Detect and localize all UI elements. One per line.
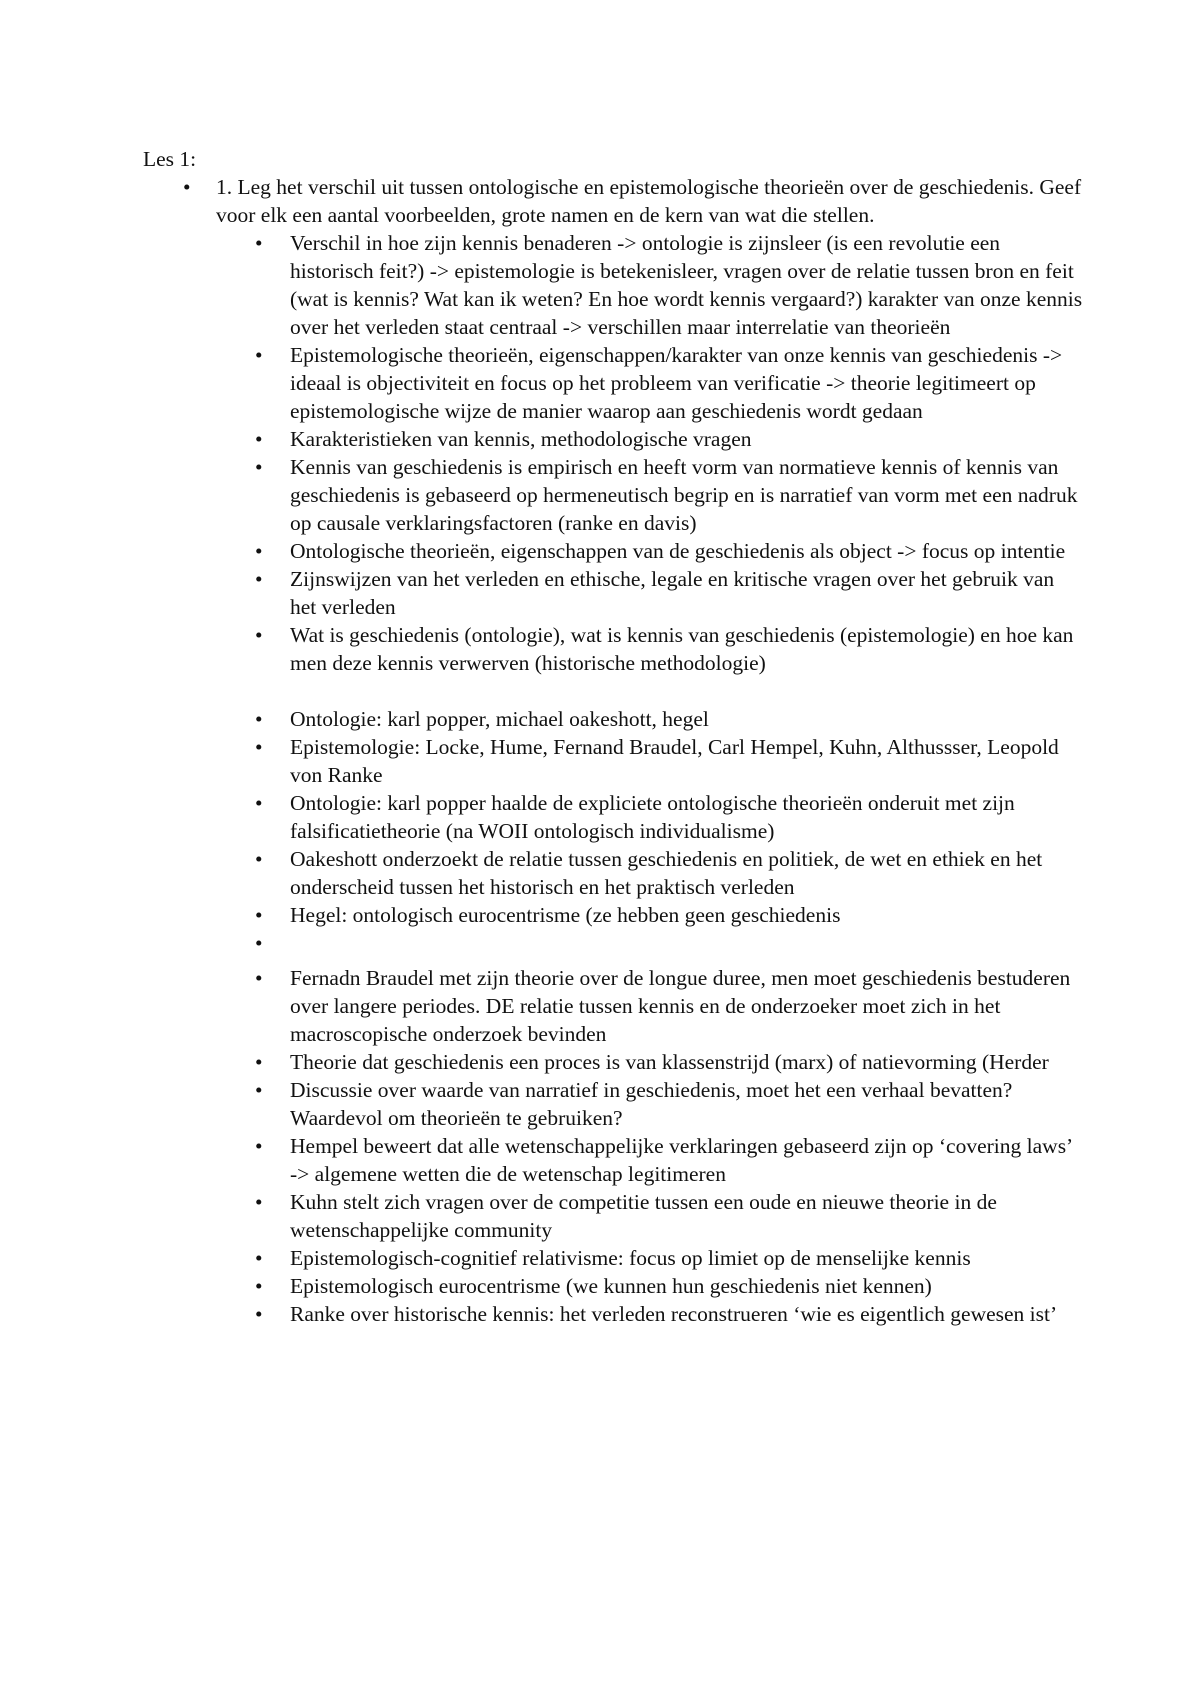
bullet-icon: • <box>255 1302 263 1326</box>
list-item <box>143 845 1083 901</box>
list-item <box>143 789 1083 845</box>
list-item-text: Ontologie: karl popper, michael oakeshott, hegel <box>290 707 709 731</box>
paragraph-spacer <box>216 677 1083 705</box>
list-item-text: Verschil in hoe zijn kennis benaderen -> ontologie is zijnsleer (is een revolutie een historisch feit?) -> epistemologie is betekenisleer, vragen over de relatie tussen bron en feit (wat is kennis? Wat kan ik weten? En hoe wordt kennis vergaard?) karakter van onze kennis over het verleden staat centraal -> verschillen maar interrelatie van theorieën <box>290 231 1083 339</box>
list-item-text: Fernadn Braudel met zijn theorie over de longue duree, men moet geschiedenis bestuderen over langere periodes. DE relatie tussen kennis en de onderzoeker moet zich in het macroscopische onderzoek bevinden <box>290 966 1071 1046</box>
list-item-text: Zijnswijzen van het verleden en ethische, legale en kritische vragen over het gebruik van het verleden <box>290 567 1055 619</box>
list-item <box>143 1300 1083 1328</box>
list-item <box>143 229 1083 341</box>
list-item-text: Wat is geschiedenis (ontologie), wat is kennis van geschiedenis (epistemologie) en hoe kan men deze kennis verwerven (historische methodologie) <box>290 623 1074 675</box>
list-item <box>143 1048 1083 1076</box>
list-item <box>143 537 1083 565</box>
bullet-icon: • <box>255 1050 263 1074</box>
list-item <box>143 929 1083 964</box>
bullet-icon: • <box>255 847 263 871</box>
list-item <box>143 705 1083 733</box>
bullet-icon: • <box>255 791 263 815</box>
bullet-icon: • <box>255 966 263 990</box>
list-item-text: Theorie dat geschiedenis een proces is van klassenstrijd (marx) of natievorming (Herder <box>290 1050 1049 1074</box>
bullet-icon: • <box>255 539 263 563</box>
list-item-text: Kuhn stelt zich vragen over de competitie tussen een oude en nieuwe theorie in de wetenschappelijke community <box>290 1190 997 1242</box>
bullet-icon: • <box>183 175 191 199</box>
list-item-text: Hegel: ontologisch eurocentrisme (ze hebben geen geschiedenis <box>290 903 841 927</box>
list-item-text: Karakteristieken van kennis, methodologische vragen <box>290 427 752 451</box>
bullet-icon: • <box>255 1134 263 1158</box>
list-item <box>143 1132 1083 1188</box>
list-item <box>143 964 1083 1048</box>
bullet-icon: • <box>255 231 263 255</box>
bullet-icon: • <box>255 903 263 927</box>
bullet-icon: • <box>255 623 263 647</box>
bullet-icon: • <box>255 567 263 591</box>
list-item-text: Hempel beweert dat alle wetenschappelijke verklaringen gebaseerd zijn op ‘covering laws’ -> algemene wetten die de wetenschap legitimeren <box>290 1134 1072 1186</box>
list-item <box>143 901 1083 929</box>
bullet-icon: • <box>255 931 263 955</box>
question-item <box>143 173 1083 1328</box>
list-item <box>143 1272 1083 1300</box>
bullet-icon: • <box>255 707 263 731</box>
list-item-text: Kennis van geschiedenis is empirisch en heeft vorm van normatieve kennis of kennis van geschiedenis is gebaseerd op hermeneutisch begrip en is narratief van vorm met een nadruk op causale verklaringsfactoren (ranke en davis) <box>290 455 1078 535</box>
list-item-text: Discussie over waarde van narratief in geschiedenis, moet het een verhaal bevatten? Waardevol om theorieën te gebruiken? <box>290 1078 1013 1130</box>
list-item <box>143 565 1083 621</box>
bullet-icon: • <box>255 343 263 367</box>
list-item-text: Epistemologisch-cognitief relativisme: focus op limiet op de menselijke kennis <box>290 1246 971 1270</box>
document-content <box>143 145 1083 1328</box>
list-item-text: Epistemologische theorieën, eigenschappen/karakter van onze kennis van geschiedenis -> ideaal is objectiviteit en focus op het probleem van verificatie -> theorie legitimeert op epistemologische wijze de manier waarop aan geschiedenis wordt gedaan <box>290 343 1063 423</box>
list-item <box>143 1188 1083 1244</box>
question-list <box>143 173 1083 1328</box>
bullet-icon: • <box>255 1274 263 1298</box>
bullet-icon: • <box>255 427 263 451</box>
list-item <box>143 453 1083 537</box>
bullet-icon: • <box>255 1078 263 1102</box>
list-item <box>143 341 1083 425</box>
list-item <box>143 733 1083 789</box>
lesson-heading: Les 1: <box>143 147 197 171</box>
answer-list-2 <box>143 705 1083 1328</box>
bullet-icon: • <box>255 735 263 759</box>
question-text: 1. Leg het verschil uit tussen ontologische en epistemologische theorieën over de geschiedenis. Geef voor elk een aantal voorbeelden, grote namen en de kern van wat die stellen. <box>216 175 1082 227</box>
list-item-text: Ontologie: karl popper haalde de expliciete ontologische theorieën onderuit met zijn falsificatietheorie (na WOII ontologisch individualisme) <box>290 791 1015 843</box>
bullet-icon: • <box>255 1190 263 1214</box>
list-item <box>143 425 1083 453</box>
list-item <box>143 621 1083 677</box>
list-item-text: Epistemologie: Locke, Hume, Fernand Braudel, Carl Hempel, Kuhn, Althussser, Leopold von Ranke <box>290 735 1059 787</box>
list-item-text: Oakeshott onderzoekt de relatie tussen geschiedenis en politiek, de wet en ethiek en het onderscheid tussen het historisch en het praktisch verleden <box>290 847 1043 899</box>
list-item-text: Ranke over historische kennis: het verleden reconstrueren ‘wie es eigentlich gewesen ist’ <box>290 1302 1058 1326</box>
list-item <box>143 1076 1083 1132</box>
bullet-icon: • <box>255 455 263 479</box>
answer-list-1 <box>143 229 1083 677</box>
bullet-icon: • <box>255 1246 263 1270</box>
list-item-text: Epistemologisch eurocentrisme (we kunnen hun geschiedenis niet kennen) <box>290 1274 932 1298</box>
list-item-text: Ontologische theorieën, eigenschappen van de geschiedenis als object -> focus op intentie <box>290 539 1066 563</box>
list-item <box>143 1244 1083 1272</box>
